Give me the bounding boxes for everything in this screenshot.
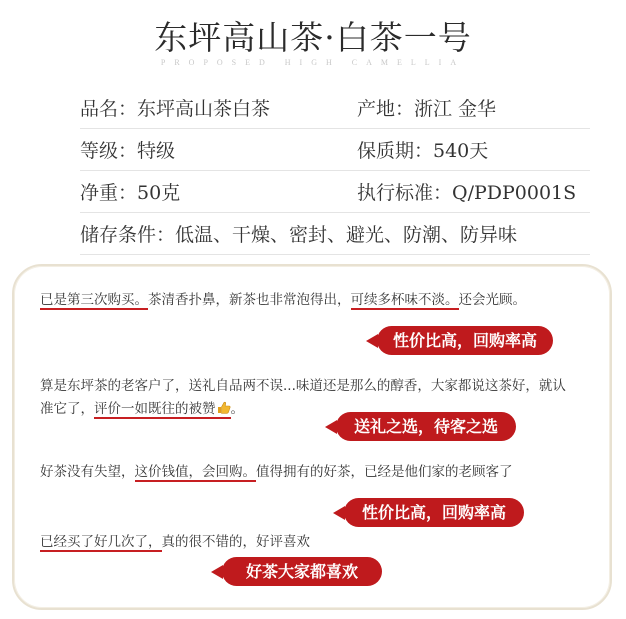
spec-product-name: 品名：东坪高山茶白茶 [80, 98, 271, 120]
spec-row [80, 87, 590, 129]
review-text: 算是东坪茶的老客户了，送礼自品两不误...味道还是那么的醇香，大家都说这茶好，就认 [40, 378, 566, 394]
spec-storage: 储存条件：低温、干燥、密封、避光、防潮、防异味 [80, 224, 518, 246]
page-subtitle: PROPOSED HIGH CAMELLIA [160, 58, 466, 67]
review-text: 值得拥有的好茶，已经是他们家的老顾客了 [256, 464, 513, 480]
review-text: 准它了， [40, 401, 94, 417]
review-highlight [94, 401, 231, 419]
spec-shelf-life: 保质期：540天 [357, 140, 489, 162]
review-3 [40, 461, 513, 484]
review-highlight: 可续多杯味不淡。 [350, 292, 459, 308]
spec-table [80, 87, 590, 255]
review-text: 还会光顾。 [458, 292, 526, 308]
review-tag-3: 性价比高，回购率高 [344, 498, 524, 527]
spec-standard: 执行标准：Q/PDP0001S [357, 182, 577, 204]
page-title: 东坪高山茶·白茶一号 [154, 18, 472, 57]
thumbs-up-icon [217, 399, 231, 412]
review-tag-4: 好茶大家都喜欢 [222, 557, 382, 586]
review-text: 真的很不错的，好评喜欢 [161, 534, 310, 550]
spec-origin: 产地：浙江 金华 [357, 98, 497, 120]
review-text: 。 [230, 401, 244, 417]
review-highlight: 这价钱值，会回购。 [134, 464, 256, 480]
spec-grade: 等级：特级 [80, 140, 176, 162]
spec-row [80, 213, 590, 255]
spec-row [80, 171, 590, 213]
review-4 [40, 531, 310, 554]
review-highlight: 已经买了好几次了， [40, 534, 162, 550]
review-text: 好茶没有失望， [40, 464, 135, 480]
review-tag-2: 送礼之选，待客之选 [336, 412, 516, 441]
review-tag-1: 性价比高，回购率高 [377, 326, 553, 355]
review-highlight-text: 评价一如既往的被赞 [94, 401, 216, 417]
review-highlight: 已是第三次购买。 [40, 292, 148, 308]
spec-row [80, 129, 590, 171]
spec-net-weight: 净重：50克 [80, 182, 181, 204]
review-1 [40, 289, 526, 312]
review-text: 茶清香扑鼻，新茶也非常泡得出， [148, 292, 351, 308]
review-2 [40, 375, 596, 421]
